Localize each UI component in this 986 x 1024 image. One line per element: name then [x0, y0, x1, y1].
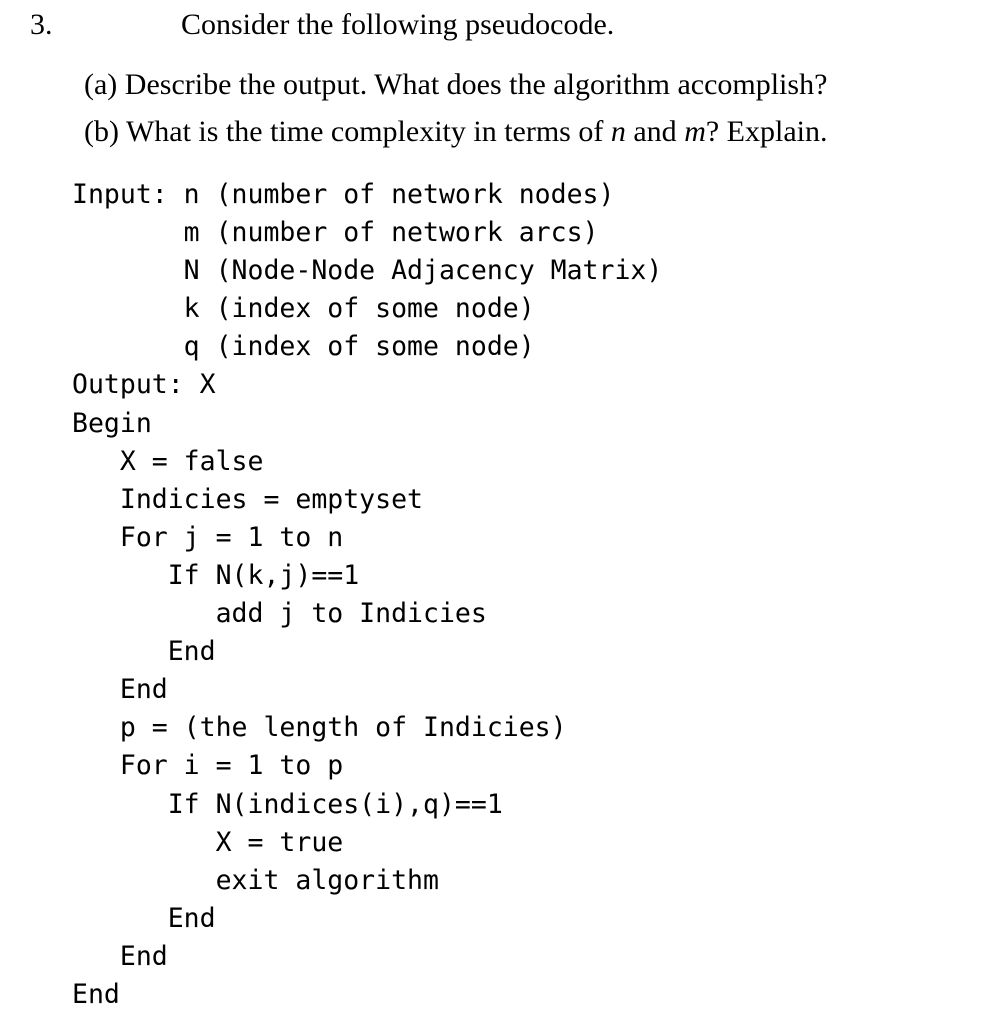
part-b-label: (b) [84, 115, 119, 148]
code-line: X = false [72, 445, 264, 477]
part-b-var-m: m [684, 115, 706, 148]
part-b-and: and [633, 115, 677, 148]
code-line: add j to Indicies [72, 598, 487, 630]
part-a-text: Describe the output. What does the algorithm accomplish? [124, 68, 828, 101]
code-line: Begin [72, 407, 152, 439]
code-line: m (number of network arcs) [72, 217, 599, 249]
code-line: End [72, 902, 216, 934]
code-line: End [72, 636, 216, 668]
part-b [84, 117, 828, 147]
code-line: If N(k,j)==1 [72, 559, 360, 591]
problem-number: 3. [30, 8, 53, 41]
code-line: End [72, 940, 168, 972]
code-line: p = (the length of Indicies) [72, 712, 567, 744]
code-line: End [72, 978, 120, 1010]
pseudocode-block [72, 176, 662, 1014]
code-line: Output: X [72, 369, 216, 401]
code-line: q (index of some node) [72, 331, 535, 363]
part-b-var-n: n [610, 115, 626, 148]
code-line: N (Node-Node Adjacency Matrix) [72, 255, 663, 287]
part-b-text-before: What is the time complexity in terms of [125, 115, 604, 148]
code-line: End [72, 674, 168, 706]
code-line: exit algorithm [72, 864, 439, 896]
code-line: If N(indices(i),q)==1 [72, 788, 503, 820]
code-line: Input: n (number of network nodes) [72, 179, 615, 210]
code-line: For j = 1 to n [72, 521, 344, 553]
code-line: X = true [72, 826, 344, 858]
code-line: Indicies = emptyset [72, 483, 423, 515]
part-a [84, 70, 827, 100]
problem-intro: Consider the following pseudocode. [181, 8, 615, 41]
part-a-label: (a) [84, 68, 118, 101]
code-line: k (index of some node) [72, 293, 535, 325]
part-b-text-after: ? Explain. [705, 115, 828, 148]
code-line: For i = 1 to p [72, 750, 344, 782]
